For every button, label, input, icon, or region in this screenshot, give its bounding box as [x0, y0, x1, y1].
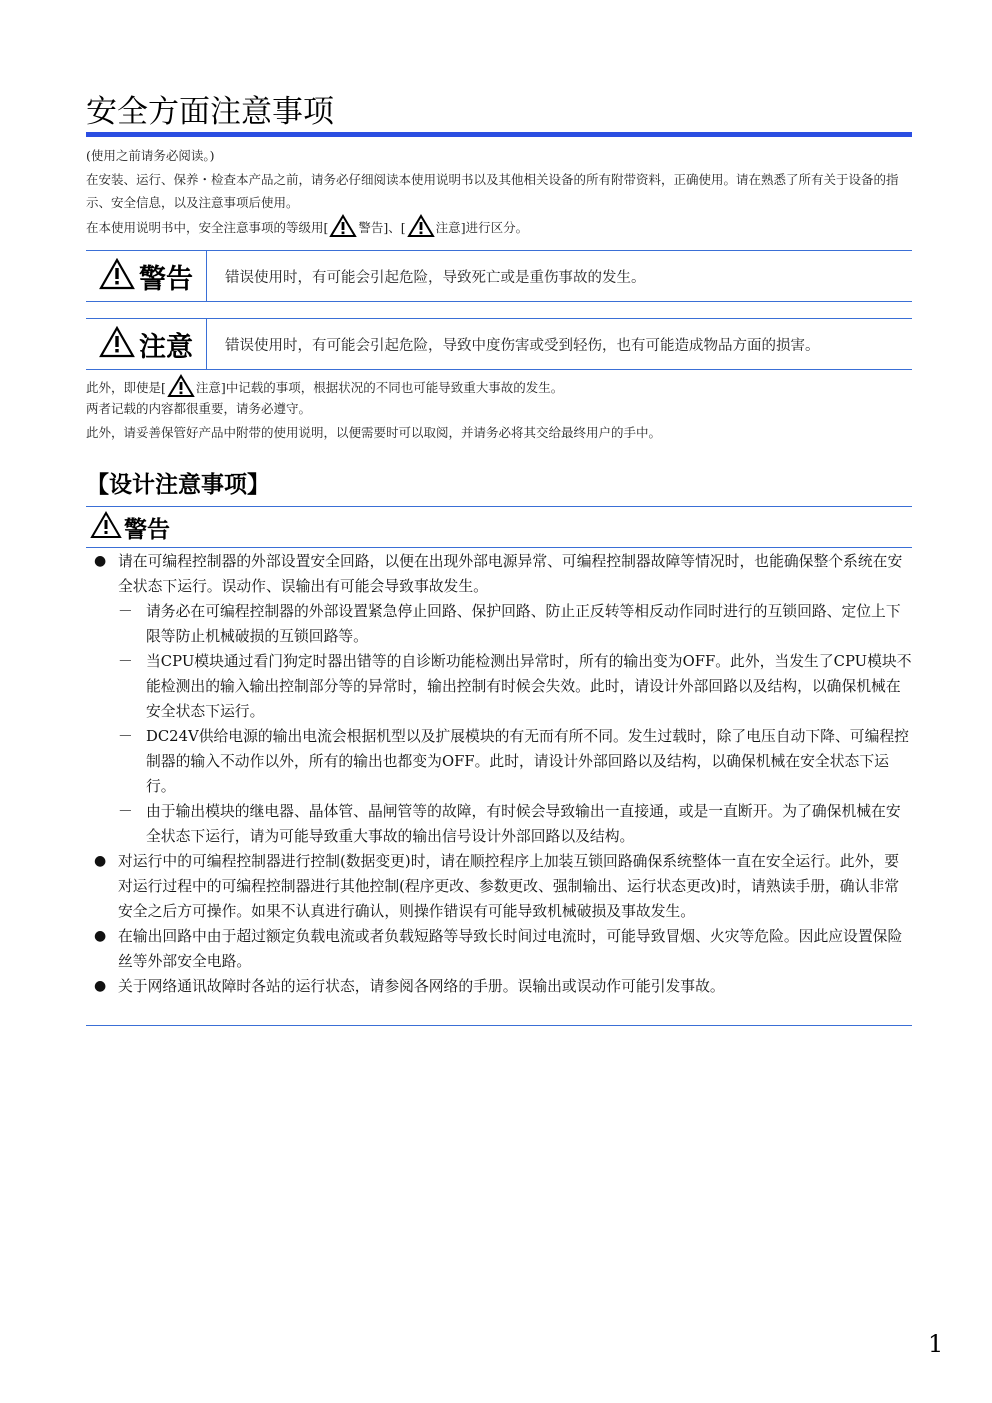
note-line-2: 两者记载的内容都很重要，请务必遵守。	[86, 401, 312, 416]
intro-line-3-post: ]进行区分。	[460, 220, 529, 235]
list-item	[86, 549, 912, 599]
section-warning-word: 警告	[124, 516, 170, 543]
caution-triangle-icon	[99, 326, 135, 362]
caution-triangle-icon	[167, 374, 195, 398]
warning-sign-box	[86, 250, 912, 302]
caution-sign-label	[86, 319, 207, 369]
list-item-text: 对运行中的可编程控制器进行控制(数据变更)时，请在顺控程序上加装互锁回路确保系统整体一直在安全运行。此外，要对运行过程中的可编程控制器进行其他控制(程序更改、参数更改、强制输出、运行状态更改)时，请熟读手册，确认非常安全之后方可操作。如果不认真进行确认，则操作错误有可能导致机械破损及事故发生。	[118, 853, 899, 920]
note-caution-label: 注意	[195, 380, 221, 395]
intro-line-3-mid: ]、[	[383, 220, 406, 235]
bullet-icon: ●	[94, 928, 107, 944]
list-item-text: 关于网络通讯故障时各站的运行状态，请参阅各网络的手册。误输出或误动作可能引发事故。	[118, 978, 725, 995]
sub-list-item-text: 由于输出模块的继电器、晶体管、晶闸管等的故障，有时候会导致输出一直接通，或是一直断开。为了确保机械在安全状态下运行，请为可能导致重大事故的输出信号设计外部回路以及结构。	[146, 803, 901, 845]
sub-list-item	[86, 649, 912, 724]
dash-icon: －	[118, 728, 133, 745]
intro-line-3-pre: 在本使用说明书中，安全注意事项的等级用[	[86, 220, 329, 235]
page-title: 安全方面注意事项	[86, 94, 334, 130]
intro-line-3	[86, 214, 912, 239]
bullet-icon: ●	[94, 553, 107, 569]
section-rule-mid	[86, 547, 912, 548]
section-title: 【设计注意事项】	[86, 472, 270, 498]
sub-list-item	[86, 599, 912, 649]
caution-sign-word: 注意	[139, 331, 193, 363]
sub-list-item-text: 请务必在可编程控制器的外部设置紧急停止回路、保护回路、防止正反转等相反动作同时进行的互锁回路、定位上下限等防止机械破损的互锁回路等。	[146, 603, 901, 645]
section-warning-heading	[90, 508, 170, 546]
intro-caution-label: 注意	[435, 220, 461, 235]
list-item-text: 在输出回路中由于超过额定负载电流或者负载短路等导致长时间过电流时，可能导致冒烟、火灾等危险。因此应设置保险丝等外部安全电路。	[118, 928, 903, 970]
note-line-1-pre: 此外，即使是[	[86, 380, 166, 395]
caution-sign-box	[86, 318, 912, 370]
intro-line-1: (使用之前请务必阅读。)	[86, 148, 215, 163]
sub-list-item-text: 当CPU模块通过看门狗定时器出错等的自诊断功能检测出异常时，所有的输出变为OFF。此外，当发生了CPU模块不能检测出的输入输出控制部分等的异常时，输出控制有时候会失效。此时，请设计外部回路以及结构，以确保机械在安全状态下运行。	[146, 653, 912, 720]
note-line-3: 此外，请妥善保管好产品中附带的使用说明，以便需要时可以取阅，并请务必将其交给最终用户的手中。	[86, 425, 662, 440]
section-rule-top	[86, 506, 912, 507]
dash-icon: －	[118, 653, 133, 670]
dash-icon: －	[118, 603, 133, 620]
section-rule-bottom	[86, 1025, 912, 1026]
warning-sign-label	[86, 251, 207, 301]
sub-list-item-text: DC24V供给电源的输出电流会根据机型以及扩展模块的有无而有所不同。发生过载时，除了电压自动下降、可编程控制器的输入不动作以外，所有的输出也都变为OFF。此时，请设计外部回路以及结构，以确保机械在安全状态下运行。	[146, 728, 909, 795]
bullet-icon: ●	[94, 853, 107, 869]
design-precaution-list	[86, 549, 912, 999]
title-underline	[86, 132, 912, 137]
note-line-1-post: ]中记载的事项，根据状况的不同也可能导致重大事故的发生。	[220, 380, 564, 395]
bullet-icon: ●	[94, 978, 107, 994]
warning-sign-description: 错误使用时，有可能会引起危险，导致死亡或是重伤事故的发生。	[225, 269, 646, 286]
page-number: 1	[928, 1330, 944, 1358]
list-item-text: 请在可编程控制器的外部设置安全回路，以便在出现外部电源异常、可编程控制器故障等情况时，也能确保整个系统在安全状态下运行。误动作、误输出有可能会导致事故发生。	[118, 553, 903, 595]
dash-icon: －	[118, 803, 133, 820]
warning-sign-word: 警告	[139, 263, 193, 295]
sub-list-item	[86, 799, 912, 849]
list-item	[86, 924, 912, 974]
list-item	[86, 849, 912, 924]
warning-triangle-icon	[99, 258, 135, 294]
intro-warning-label: 警告	[358, 220, 384, 235]
note-line-1	[86, 374, 912, 399]
intro-line-2: 在安装、运行、保养・检查本产品之前，请务必仔细阅读本使用说明书以及其他相关设备的所有附带资料，正确使用。请在熟悉了所有关于设备的指示、安全信息，以及注意事项后使用。	[86, 172, 899, 210]
sub-list-item	[86, 724, 912, 799]
warning-triangle-icon	[90, 511, 122, 543]
list-item	[86, 974, 912, 999]
warning-triangle-icon	[329, 214, 357, 238]
caution-sign-description: 错误使用时，有可能会引起危险，导致中度伤害或受到轻伤，也有可能造成物品方面的损害。	[225, 337, 820, 354]
caution-triangle-icon	[407, 214, 435, 238]
